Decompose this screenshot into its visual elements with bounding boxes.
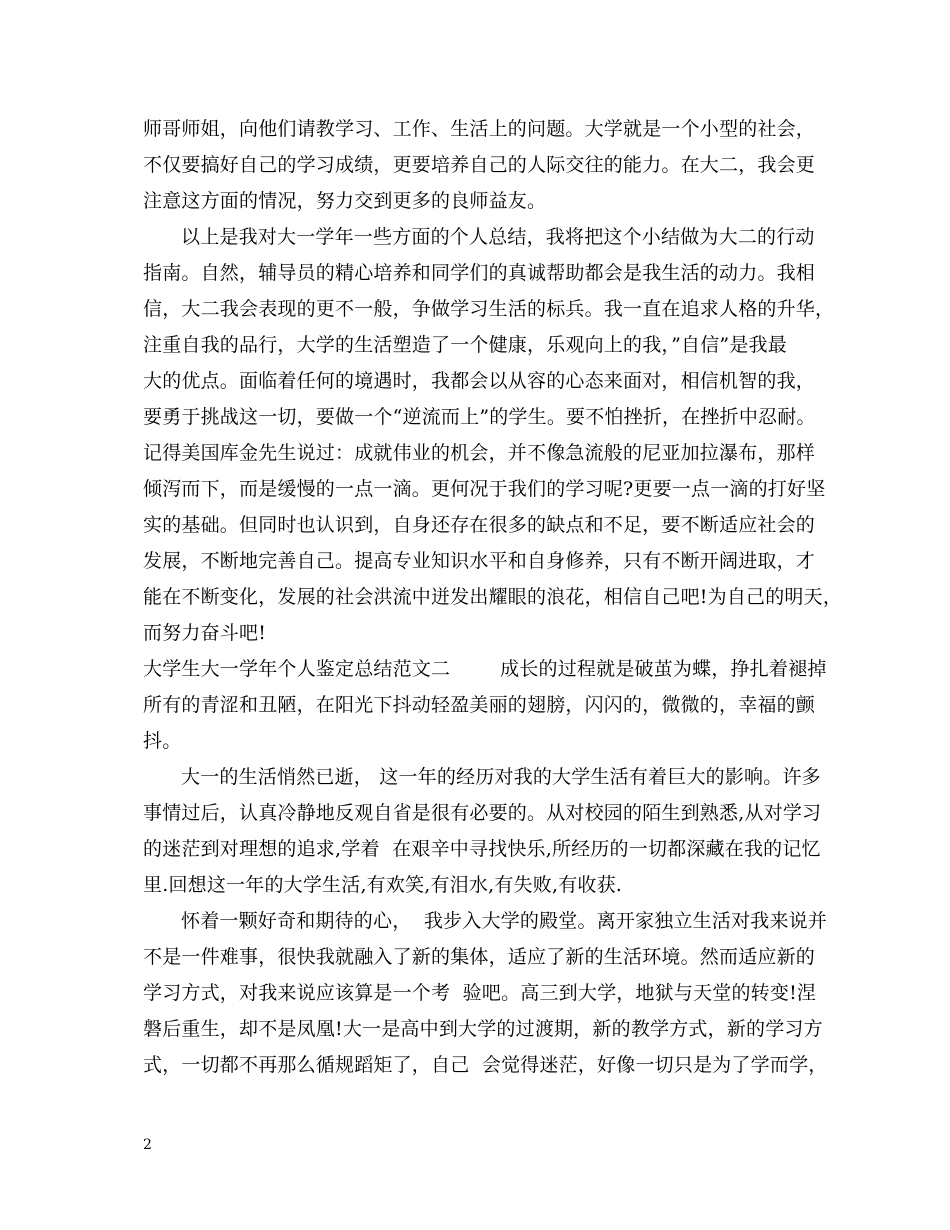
- text-line: 发展，不断地完善自己。提高专业知识水平和自身修养，只有不断开阔进取，才: [143, 550, 816, 572]
- text-line: 倾泻而下，而是缓慢的一点一滴。更何况于我们的学习呢?更要一点一滴的打好坚: [143, 478, 826, 500]
- text-line: 事情过后，认真冷静地反观自省是很有必要的。从对校园的陌生到熟悉,从对学习: [143, 802, 822, 824]
- text-line: 而努力奋斗吧!: [143, 622, 267, 644]
- text-line: 要勇于挑战这一切，要做一个“逆流而上”的学生。要不怕挫折，在挫折中忍耐。: [143, 406, 816, 428]
- text-line: 磐后重生，却不是凤凰!大一是高中到大学的过渡期，新的教学方式，新的学习方: [143, 1018, 823, 1040]
- text-line: 不是一件难事，很快我就融入了新的集体，适应了新的生活环境。然而适应新的: [143, 946, 816, 968]
- text-line: 大的优点。面临着任何的境遇时，我都会以从容的心态来面对，相信机智的我，: [143, 370, 816, 392]
- text-line: 抖。: [143, 730, 182, 752]
- text-line: 注重自我的品行，大学的生活塑造了一个健康，乐观向上的我，”自信”是我最: [143, 334, 787, 356]
- text-line: 实的基础。但同时也认识到，自身还存在很多的缺点和不足，要不断适应社会的: [143, 514, 816, 536]
- text-line: 注意这方面的情况，努力交到更多的良师益友。: [143, 190, 547, 212]
- text-line: 能在不断变化，发展的社会洪流中迸发出耀眼的浪花，相信自己吧!为自己的明天，: [143, 586, 843, 608]
- text-line: 学习方式，对我来说应该算是一个考 验吧。高三到大学，地狱与天堂的转变!涅: [143, 982, 817, 1004]
- text-line: 信，大二我会表现的更不一般，争做学习生活的标兵。我一直在追求人格的升华，: [143, 298, 835, 320]
- text-line: 的迷茫到对理想的追求,学着 在艰辛中寻找快乐,所经历的一切都深藏在我的记忆: [143, 838, 821, 860]
- text-line: 不仅要搞好自己的学习成绩，更要培养自己的人际交往的能力。在大二，我会更: [143, 154, 816, 176]
- section-title-line: 大学生大一学年个人鉴定总结范文二 成长的过程就是破茧为蝶，挣扎着褪掉: [143, 658, 827, 680]
- text-line: 所有的青涩和丑陋，在阳光下抖动轻盈美丽的翅膀，闪闪的，微微的，幸福的颤: [143, 694, 816, 716]
- text-line: 记得美国库金先生说过：成就伟业的机会，并不像急流般的尼亚加拉瀑布，那样: [143, 442, 816, 464]
- paragraph-first-line: 大一的生活悄然已逝， 这一年的经历对我的大学生活有着巨大的影响。许多: [181, 766, 821, 788]
- page-number: 2: [143, 1137, 152, 1153]
- text-line: 指南。自然，辅导员的精心培养和同学们的真诚帮助都会是我生活的动力。我相: [143, 262, 816, 284]
- paragraph-first-line: 怀着一颗好奇和期待的心， 我步入大学的殿堂。离开家独立生活对我来说并: [181, 910, 828, 932]
- text-line: 式，一切都不再那么循规蹈矩了，自己 会觉得迷茫，好像一切只是为了学而学，: [143, 1054, 828, 1076]
- text-line: 师哥师姐，向他们请教学习、工作、生活上的问题。大学就是一个小型的社会，: [143, 118, 816, 140]
- text-line: 里.回想这一年的大学生活,有欢笑,有泪水,有失败,有收获.: [143, 874, 623, 896]
- paragraph-first-line: 以上是我对大一学年一些方面的个人总结，我将把这个小结做为大二的行动: [181, 226, 815, 248]
